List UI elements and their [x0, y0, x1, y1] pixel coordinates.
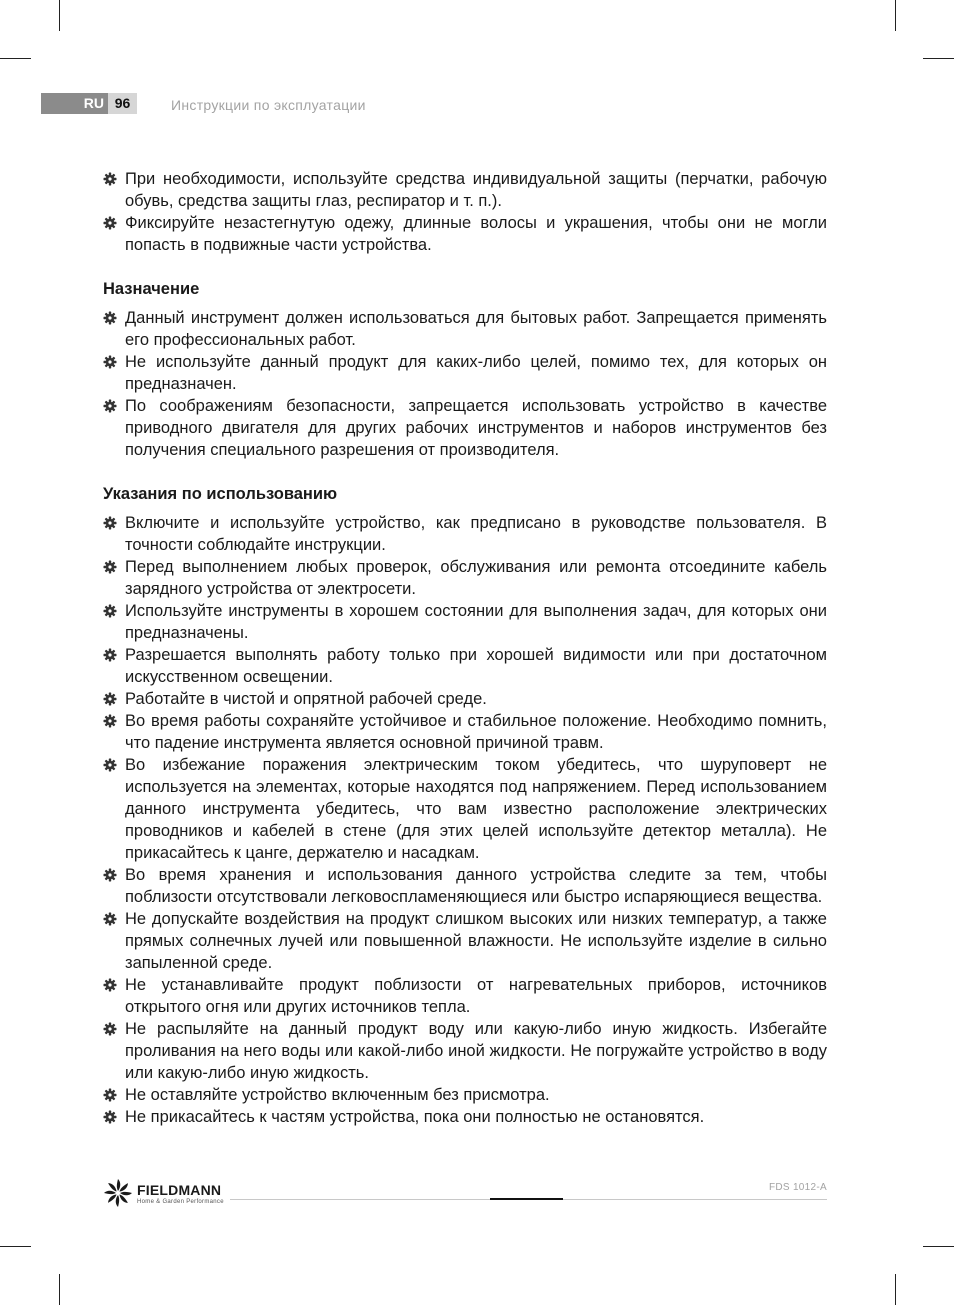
- list-item: [103, 168, 827, 212]
- list-item: [103, 688, 827, 710]
- gear-bullet-icon: [103, 516, 117, 530]
- list-item: [103, 395, 827, 461]
- intro-list: [103, 168, 827, 256]
- list-item-text: Не прикасайтесь к частям устройства, пока они полностью не остановятся.: [125, 1108, 705, 1126]
- gear-bullet-icon: [103, 758, 117, 772]
- gear-bullet-icon: [103, 604, 117, 618]
- list-item-text: Не устанавливайте продукт поблизости от нагревательных приборов, источников открытого огня или других источников тепла.: [125, 976, 827, 1016]
- section-heading: Назначение: [103, 280, 200, 298]
- list-item-text: Во избежание поражения электрическим током убедитесь, что шуруповерт не используется на элементах, которые находятся под напряжением. Перед использованием данного инструмента убедитесь, что вам известно расположение электрических проводников и кабелей в стене (для этих целей используйте детектор металла). Не прикасайтесь к цанге, держателю и насадкам.: [125, 756, 827, 862]
- gear-bullet-icon: [103, 868, 117, 882]
- list-item-text: Разрешается выполнять работу только при хорошей видимости или при достаточном искусственном освещении.: [125, 646, 827, 686]
- gear-bullet-icon: [103, 1088, 117, 1102]
- list-item: [103, 307, 827, 351]
- list-item: [103, 710, 827, 754]
- list-item-text: Не допускайте воздействия на продукт слишком высоких или низких температур, а также прямых солнечных лучей или повышенной влажности. Не используйте изделие в сильно запыленной среде.: [125, 910, 827, 972]
- gear-bullet-icon: [103, 912, 117, 926]
- list-item-text: Не используйте данный продукт для каких-либо целей, помимо тех, для которых он предназначен.: [125, 353, 827, 393]
- list-item: [103, 556, 827, 600]
- gear-bullet-icon: [103, 560, 117, 574]
- fieldmann-swirl-logo-icon: [103, 1178, 133, 1208]
- page-number: 96: [108, 93, 137, 114]
- purpose-list: [103, 307, 827, 461]
- crop-mark: [895, 0, 896, 31]
- crop-mark: [0, 58, 31, 59]
- list-item-text: Данный инструмент должен использоваться для бытовых работ. Запрещается применять его профессиональных работ.: [125, 309, 827, 349]
- list-item-text: Не оставляйте устройство включенным без присмотра.: [125, 1086, 550, 1104]
- crop-mark: [923, 58, 954, 59]
- section-usage: [103, 483, 827, 1128]
- list-item-text: При необходимости, используйте средства индивидуальной защиты (перчатки, рабочую обувь, средства защиты глаз, респиратор и т. п.).: [125, 170, 827, 210]
- gear-bullet-icon: [103, 355, 117, 369]
- brand-name: FIELDMANN: [137, 1182, 222, 1198]
- list-item: [103, 600, 827, 644]
- crop-mark: [59, 1274, 60, 1305]
- gear-bullet-icon: [103, 311, 117, 325]
- page-content: [103, 168, 827, 1128]
- gear-bullet-icon: [103, 172, 117, 186]
- section-purpose: [103, 278, 827, 461]
- list-item: [103, 644, 827, 688]
- list-item-text: Во время работы сохраняйте устойчивое и стабильное положение. Необходимо помнить, что падение инструмента является основной причиной травм.: [125, 712, 827, 752]
- gear-bullet-icon: [103, 1022, 117, 1036]
- gear-bullet-icon: [103, 978, 117, 992]
- usage-list: [103, 512, 827, 1128]
- gear-bullet-icon: [103, 692, 117, 706]
- crop-mark: [895, 1274, 896, 1305]
- list-item: [103, 351, 827, 395]
- list-item-text: Включите и используйте устройство, как предписано в руководстве пользователя. В точности соблюдайте инструкции.: [125, 514, 827, 554]
- list-item-text: Используйте инструменты в хорошем состоянии для выполнения задач, для которых они предназначены.: [125, 602, 827, 642]
- section-heading: Указания по использованию: [103, 485, 338, 503]
- list-item: [103, 754, 827, 864]
- list-item-text: Во время хранения и использования данного устройства следите за тем, чтобы поблизости отсутствовали легковоспламеняющиеся или быстро испаряющиеся вещества.: [125, 866, 827, 906]
- list-item-text: По соображениям безопасности, запрещается использовать устройство в качестве приводного двигателя для других рабочих инструментов и наборов инструментов без получения специального разрешения от производителя.: [125, 397, 827, 459]
- crop-mark: [59, 0, 60, 31]
- list-item: [103, 864, 827, 908]
- list-item: [103, 1106, 827, 1128]
- gear-bullet-icon: [103, 216, 117, 230]
- language-tab: RU: [41, 93, 108, 114]
- list-item: [103, 908, 827, 974]
- brand-logo: [103, 1178, 227, 1208]
- list-item-text: Не распыляйте на данный продукт воду или какую-либо иную жидкость. Избегайте проливания на него воды или какой-либо иной жидкости. Не погружайте устройство в воду или какую-либо иную жидкость.: [125, 1020, 827, 1082]
- crop-mark: [923, 1246, 954, 1247]
- gear-bullet-icon: [103, 648, 117, 662]
- list-item: [103, 974, 827, 1018]
- brand-tagline: Home & Garden Performance: [137, 1199, 224, 1205]
- gear-bullet-icon: [103, 714, 117, 728]
- crop-mark: [0, 1246, 31, 1247]
- gear-bullet-icon: [103, 399, 117, 413]
- page-header-title: Инструкции по эксплуатации: [171, 97, 366, 113]
- list-item-text: Перед выполнением любых проверок, обслуживания или ремонта отсоедините кабель зарядного устройства от электросети.: [125, 558, 827, 598]
- footer-rule-accent: [490, 1198, 563, 1200]
- list-item: [103, 1018, 827, 1084]
- list-item-text: Работайте в чистой и опрятной рабочей среде.: [125, 690, 487, 708]
- list-item: [103, 512, 827, 556]
- gear-bullet-icon: [103, 1110, 117, 1124]
- model-number: FDS 1012-A: [768, 1182, 827, 1193]
- list-item-text: Фиксируйте незастегнутую одежу, длинные волосы и украшения, чтобы они не могли попасть в подвижные части устройства.: [125, 214, 827, 254]
- list-item: [103, 212, 827, 256]
- list-item: [103, 1084, 827, 1106]
